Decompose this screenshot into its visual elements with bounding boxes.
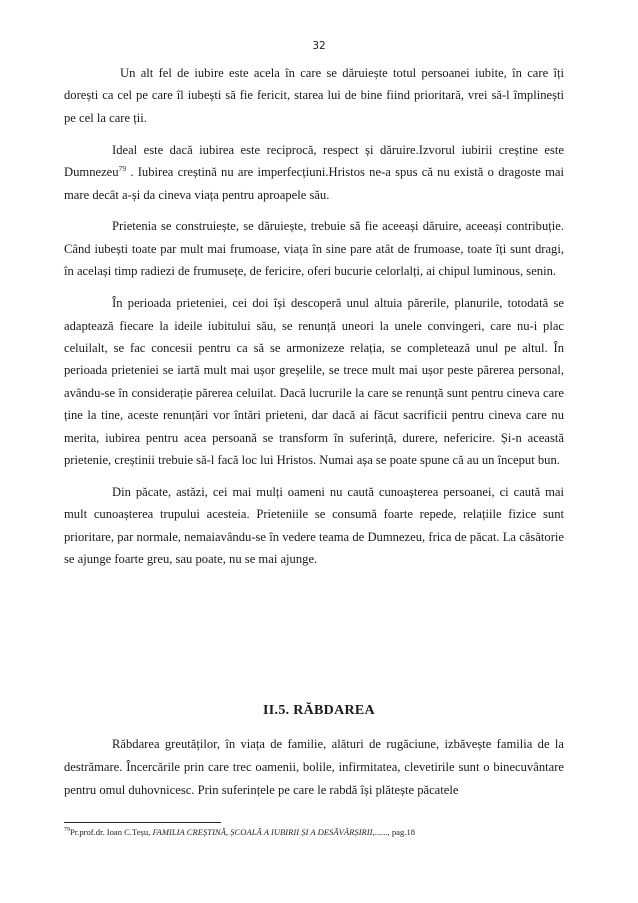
footnote-tail: ,......, pag.18	[372, 827, 416, 837]
section-heading: II.5. RĂBDAREA	[263, 703, 375, 718]
footnote-title: FAMILIA CREȘTINĂ, ȘCOALĂ A IUBIRII ȘI A DESĂVÂRȘIRII	[152, 827, 373, 837]
paragraph-friendship: Prietenia se construiește, se dăruiește, trebuie să fie aceeași dăruire, aceeași contribuție. Când iubești toate par mult mai frumoase, viața în sine pare atât de frumoase, toate îți sunt dragi, în același timp radiezi de frumusețe, de fericire, oferi bucurie celorlalți, ai chipul luminous, senin.	[64, 219, 564, 279]
footnote-reference[interactable]: 79	[118, 163, 127, 173]
footnote-author: Pr.prof.dr. Ioan C.Teșu,	[70, 827, 153, 837]
footnote-divider	[64, 822, 221, 823]
paragraph-friendship-period: În perioada prieteniei, cei doi își descoperă unul altuia părerile, planurile, totodată se adaptează fiecare la ideile iubitului său, se renunță uneori la unele convingeri, care nu-i plac celuilalt, se fac concesii pentru ca să se armonizeze relația, se completează unul pe altul. În perioada prieteniei se iartă mult mai ușor greșelile, se trece mult mai ușor peste părerea personal, avându-se în considerație părerea celuilat. Dacă lucrurile la care se renunță sunt pentru cineva care ține la tine, aceste renunțări vor întări prieteni, dar dacă ai făcut sacrificii pentru cineva care nu merita, iubirea pentru acea persoană se transform în suferință, durere, nefericire. Și-n această prietenie, creștinii trebuie să-l facă loc lui Hristos. Numai așa se poate spune că au un început bun.	[64, 296, 564, 467]
paragraph-patience: Răbdarea greutăților, în viața de familie, alături de rugăciune, izbăvește familia de la destrămare. Încercările prin care trec oamenii, bolile, infirmitatea, clevetirile sunt o binecuvântare pentru omul duhovnicesc. Prin suferințele pe care le rabdă își plătește păcatele	[64, 737, 564, 797]
paragraph-love-giving: Un alt fel de iubire este acela în care se dăruiește totul persoanei iubite, în care îți dorești ca cel pe care îl iubești să fie fericit, starea lui de bine fiind prioritară, vrei să-l împlinești pe cel la care ții.	[64, 66, 564, 125]
section-body	[64, 733, 564, 802]
paragraph-ideal-love-text: Ideal este dacă iubirea este reciprocă, respect și dăruire.Izvorul iubirii creștine este Dumnezeu	[64, 142, 564, 180]
page-number: 32	[312, 40, 326, 52]
footnote	[64, 826, 584, 838]
body-text	[64, 62, 564, 580]
paragraph-ideal-love-continuation: . Iubirea creștină nu are imperfecțiuni.Hristos ne-a spus că nu există o dragoste mai mare decât a-și da cineva viața pentru aproapele său.	[64, 165, 564, 202]
footnote-number: 79	[64, 827, 70, 834]
paragraph-ideal-love	[64, 139, 564, 206]
paragraph-today: Din păcate, astăzi, cei mai mulți oameni nu caută cunoașterea persoanei, ci caută mai mult cunoașterea trupului acesteia. Prieteniile se consumă foarte repede, relațiile fizice sunt prioritare, par normale, nemaiavându-se în vedere teama de Dumnezeu, frica de păcat. La căsătorie se ajunge foarte greu, sau poate, nu se mai ajunge.	[64, 484, 564, 567]
